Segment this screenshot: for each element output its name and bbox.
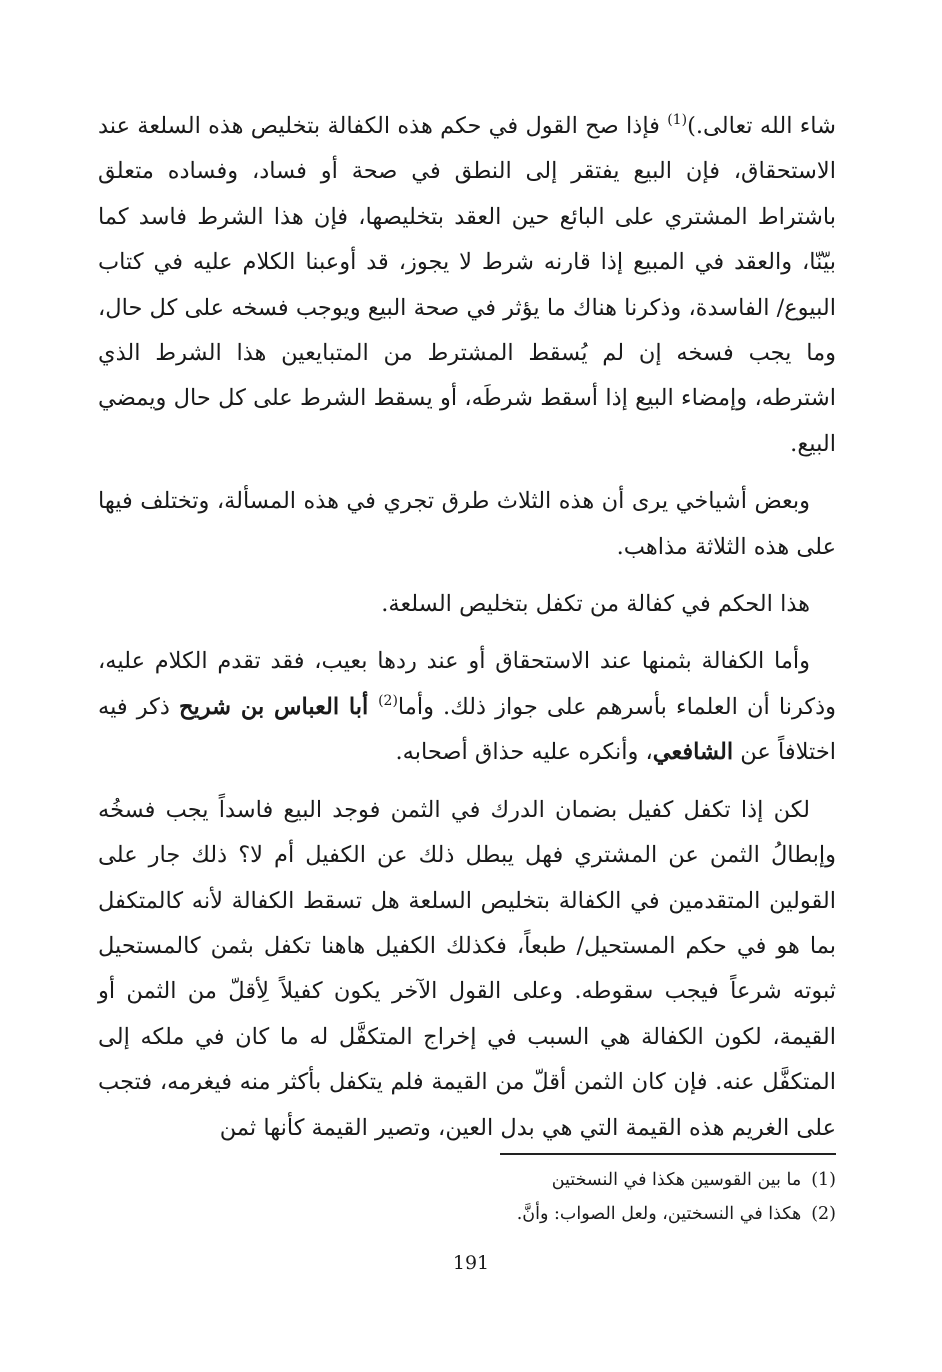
paragraph-4 <box>98 639 836 775</box>
footnote-1 <box>98 1163 836 1197</box>
footnote-2-number: (2) <box>811 1204 836 1224</box>
paragraph-4-tail: ، وأنكره عليه حذاق أصحابه. <box>395 739 653 766</box>
footnote-ref-2: (2) <box>378 692 398 709</box>
paragraph-1-lead: شاء الله تعالى.) <box>687 113 836 139</box>
paragraph-1-text: فإذا صح القول في حكم هذه الكفالة بتخليص هذه السلعة عند الاستحقاق، فإن البيع يفتقر إلى النطق في صحة أو فساد، وفساده متعلق باشتراط المشتري على البائع حين العقد بتخليصها، فإن هذا الشرط فاسد كما بيّنّا، والعقد في المبيع إذا قارنه شرط لا يجوز، قد أوعبنا الكلام عليه في كتاب البيوع/ الفاسدة، وذكرنا هناك ما يؤثر في صحة البيع ويوجب فسخه على كل حال، وما يجب فسخه إن لم يُسقط المشترط من المتبايعين هذا الشرط الذي اشترطه، وإمضاء البيع إذا أسقط شرطَه، أو يسقط الشرط على كل حال ويمضي البيع. <box>98 113 836 457</box>
page-number: 191 <box>452 1252 490 1274</box>
footnote-2-text: هكذا في النسختين، ولعل الصواب: وأنَّ. <box>516 1204 802 1224</box>
main-text <box>98 104 836 1151</box>
footnote-ref-1: (1) <box>667 112 688 128</box>
paragraph-2: وبعض أشياخي يرى أن هذه الثلاث طرق تجري في هذه المسألة، وتختلف فيها على هذه الثلاثة مذاهب. <box>98 488 836 560</box>
footnotes <box>98 1163 836 1231</box>
paragraph-4-lead: وأما الكفالة بثمنها عند الاستحقاق أو عند ردها بعيب، فقد تقدم الكلام عليه، وذكرنا أن العلماء بأسرهم على جواز ذلك. وأما <box>98 648 836 720</box>
name-abu-al-abbas: أبا العباس بن شريح <box>178 693 379 720</box>
name-al-shafii: الشافعي <box>652 739 734 766</box>
paragraph-1 <box>98 104 836 467</box>
footnote-divider <box>500 1153 836 1155</box>
footnote-1-number: (1) <box>811 1170 836 1190</box>
paragraph-4-mid: ذكر فيه اختلافاً عن <box>98 693 836 766</box>
footnote-1-text: ما بين القوسين هكذا في النسختين <box>551 1170 802 1190</box>
paragraph-3: هذا الحكم في كفالة من تكفل بتخليص السلعة. <box>381 591 810 618</box>
footnote-2 <box>98 1197 836 1231</box>
paragraph-5: لكن إذا تكفل كفيل بضمان الدرك في الثمن فوجد البيع فاسداً يجب فسخُه وإبطالُ الثمن عن المشتري فهل يبطل ذلك عن الكفيل أم لا؟ ذلك جار على القولين المتقدمين في الكفالة بتخليص السلعة هل تسقط الكفالة لأنه كالمتكفل بما هو في حكم المستحيل/ طبعاً، فكذلك الكفيل هاهنا تكفل بثمن كالمستحيل ثبوته شرعاً فيجب سقوطه. وعلى القول الآخر يكون كفيلاً لِأقلّ من الثمن أو القيمة، لكون الكفالة هي السبب في إخراج المتكفَّل له ما كان في ملكه إلى المتكفَّل عنه. فإن كان الثمن أقلّ من القيمة فلم يتكفل بأكثر منه فيغرمه، فتجب على الغريم هذه القيمة التي هي بدل العين، وتصير القيمة كأنها ثمن <box>98 796 836 1141</box>
